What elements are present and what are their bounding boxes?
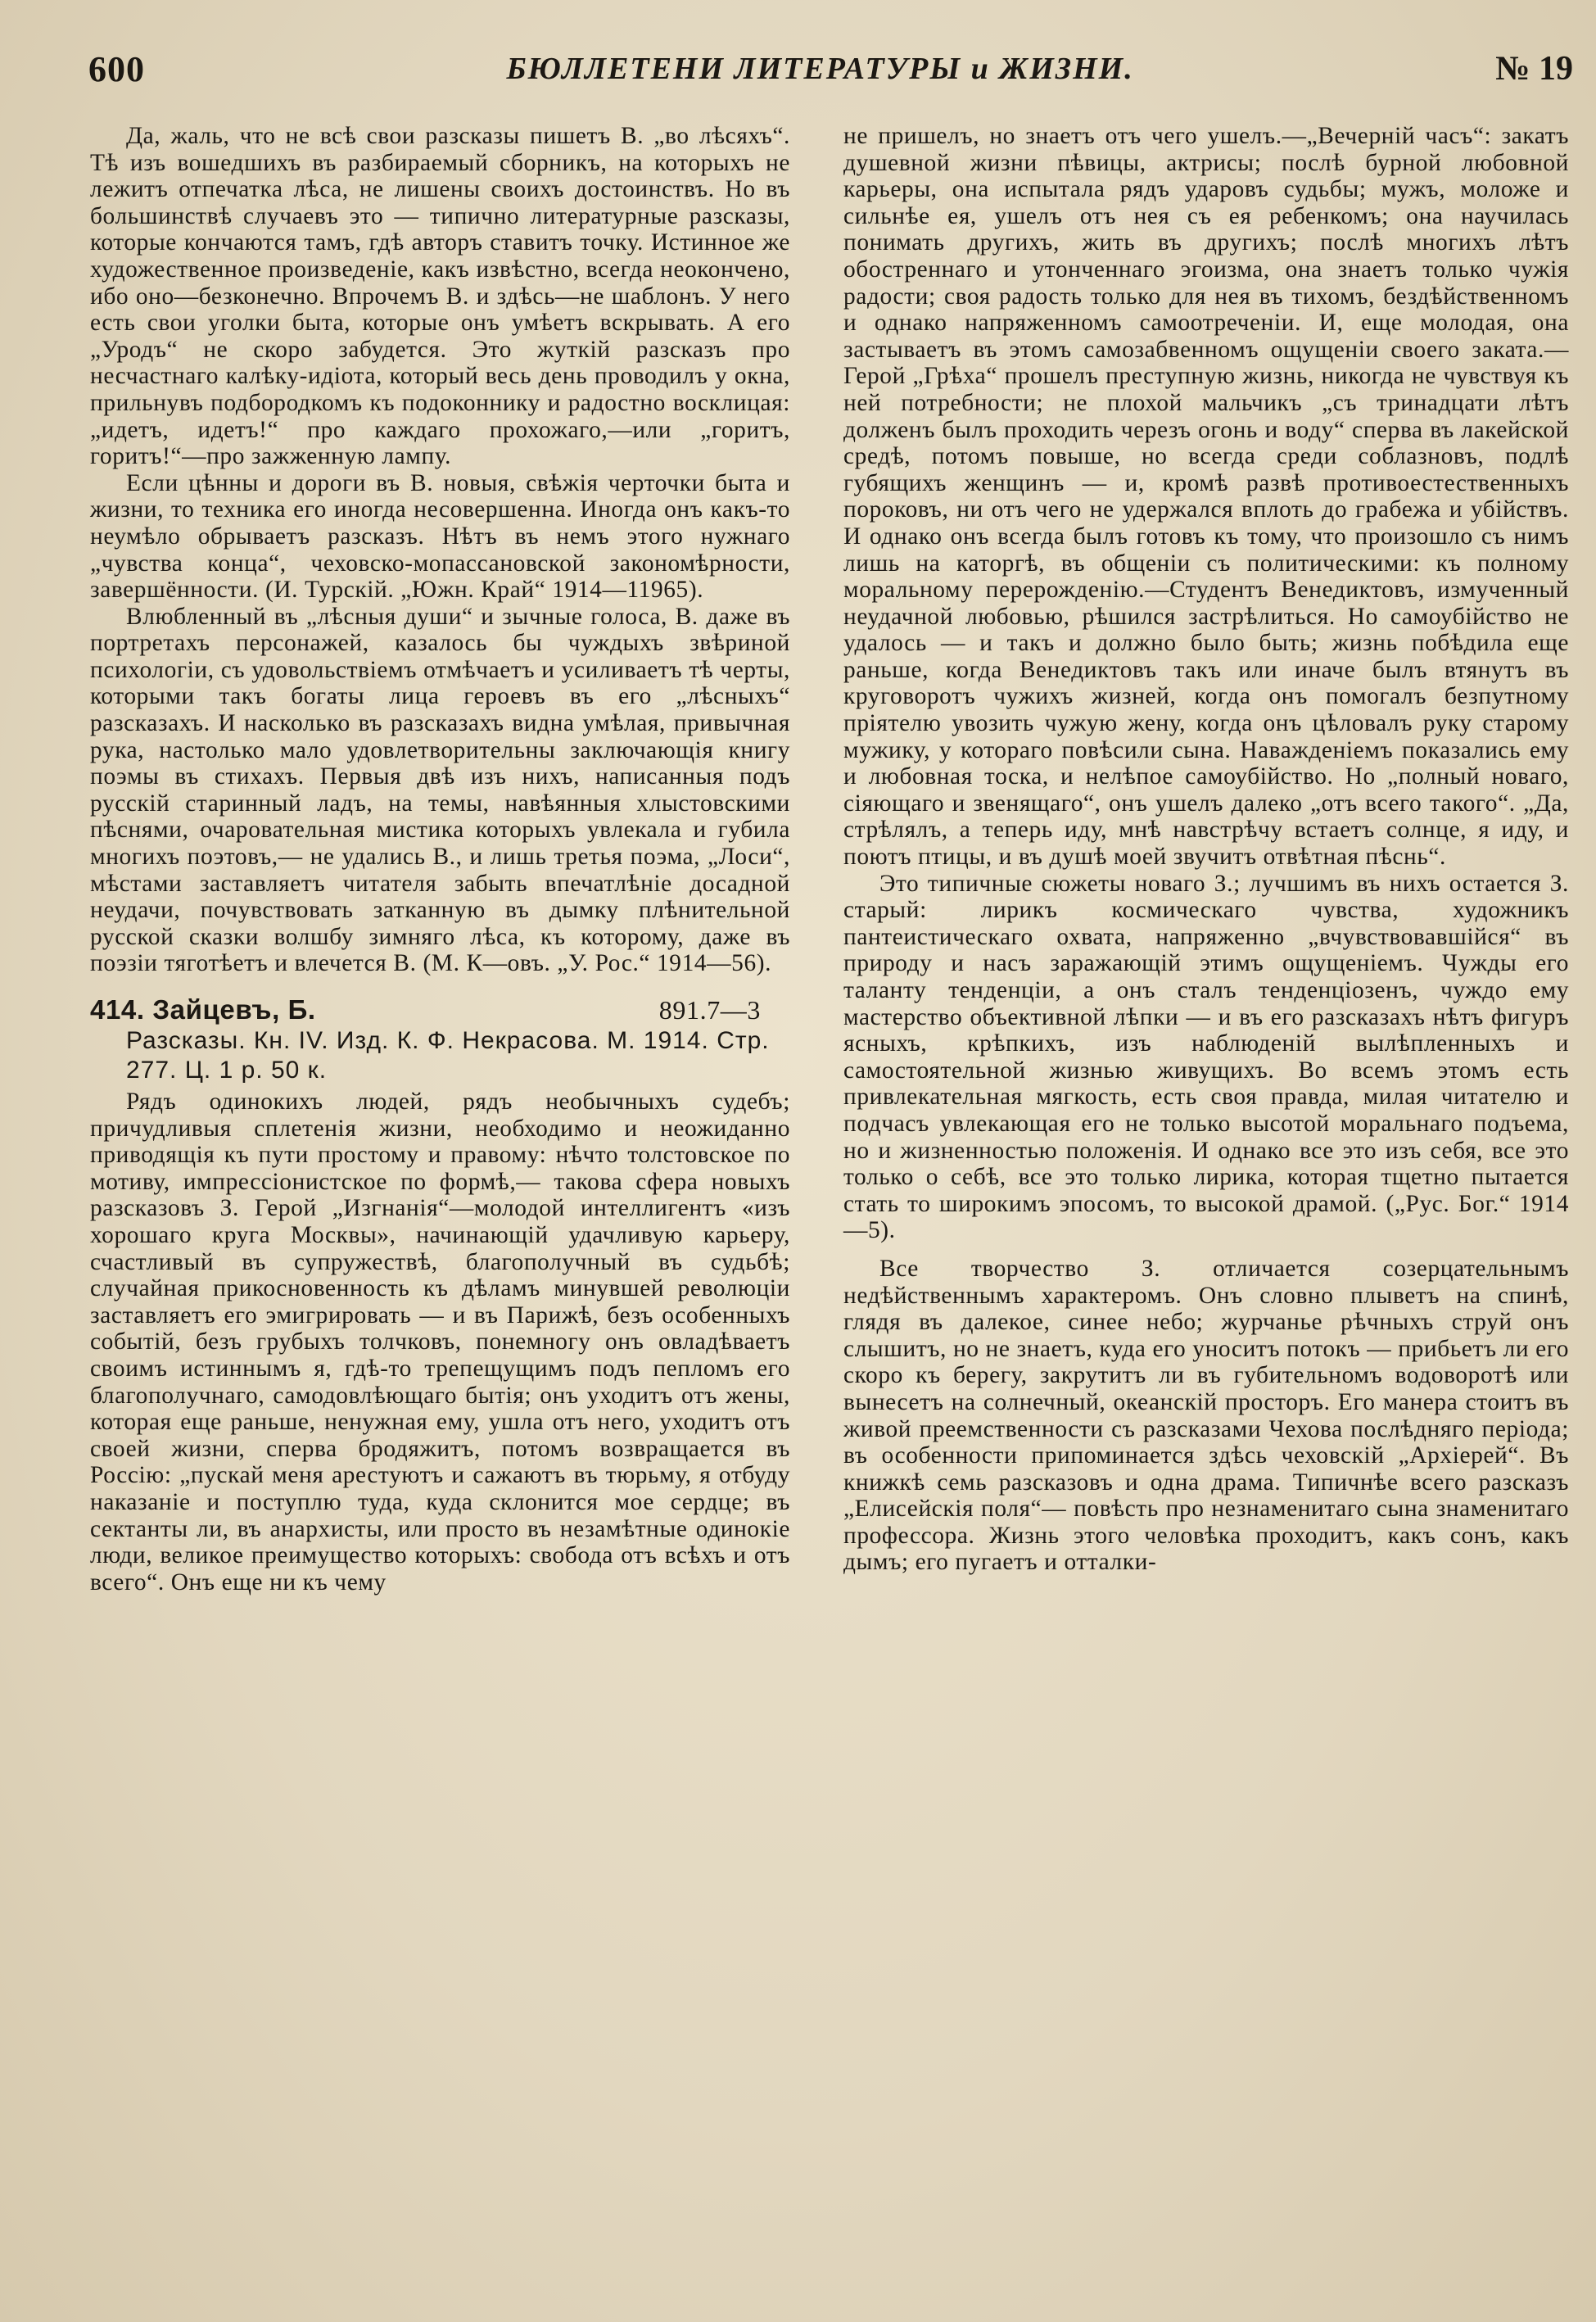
- journal-title: БЮЛЛЕТЕНИ ЛИТЕРАТУРЫ и ЖИЗНИ.: [506, 52, 1134, 86]
- left-column: [90, 123, 790, 1596]
- review-paragraph: Все творчество З. отличается созерцательнымъ недѣйственнымъ характеромъ. Онъ словно плыветъ на спинѣ, глядя въ далекое, синее небо; журчанье рѣчныхъ струй онъ слышитъ, но не знаетъ, куда его уноситъ потокъ — прибьетъ ли его скоро къ берегу, закрутитъ ли въ губительномъ водоворотѣ или вынесетъ на солнечный, океанскiй просторъ. Его манера стоитъ въ живой преемственности съ разсказами Чехова послѣдняго перiода; въ особенности припоминается здѣсь чеховскiй „Архiерей“. Въ книжкѣ семь разсказовъ и одна драма. Типичнѣе всего разсказъ „Елисейскiя поля“— повѣсть про незнаменитаго сына знаменитаго профессора. Жизнь этого человѣка проходитъ, какъ сонъ, какъ дымъ; его пугаетъ и отталки-: [843, 1255, 1569, 1576]
- entry-number-author: 414. Зайцевъ, Б.: [90, 994, 316, 1025]
- review-paragraph: Это типичные сюжеты новаго З.; лучшимъ въ нихъ остается З. старый: лирикъ космическаго чувства, художникъ пантеистическаго охвата, напряженно „вчувствовавшiйся“ въ природу и насъ заражающiй этимъ ощущенiемъ. Чужды его таланту тенденцiи, а онъ сталъ тенденцiозенъ, чуждо ему мастерство объективной лѣпки — и въ его разсказахъ нѣтъ фигуръ ясныхъ, крѣпкихъ, изъ наблюденiй вылѣпленныхъ и самостоятельной жизнью живущихъ. Во всемъ этомъ есть привлекательная мягкость, есть своя правда, милая читателю и подчасъ увлекающая его не только высотой моральнаго подъема, но и жизненностью положенiя. И однако все это изъ себя, все это только о себѣ, все это только лирика, которая тщетно пытается стать то широкимъ эпосомъ, то высокой драмой. („Рус. Бог.“ 1914—5).: [843, 870, 1569, 1244]
- review-paragraph: не пришелъ, но знаетъ отъ чего ушелъ.—„Вечернiй часъ“: закатъ душевной жизни пѣвицы, актрисы; послѣ бурной любовной карьеры, она испытала рядъ ударовъ судьбы; мужъ, моложе и сильнѣе ея, ушелъ отъ нея съ ея ребенкомъ; она научилась понимать другихъ, жить въ другихъ; послѣ многихъ лѣтъ обостреннаго и утонченнаго эгоизма, она знаетъ только чужiя радости; своя радость только для нея въ тихомъ, бездѣйственномъ и однако напряженномъ самоотреченiи. И, еще молодая, она застываетъ въ этомъ самозабвенномъ ощущенiи своего заката.— Герой „Грѣха“ прошелъ преступную жизнь, никогда не чувствуя къ ней потребности; не плохой мальчикъ „съ тринадцати лѣтъ долженъ былъ проходить черезъ огонь и воду“ сперва въ лакейской средѣ, потомъ повыше, но всегда среди соблазновъ, подлѣ губящихъ женщинъ — и, кромѣ развѣ противоестественныхъ пороковъ, ни отъ чего не удержался вплоть до грабежа и убiйствъ. И однако онъ всегда былъ готовъ къ тому, что произошло съ нимъ лишь на каторгѣ, въ общенiи съ политическими: къ полному моральному перерожденiю.—Студентъ Венедиктовъ, измученный неудачной любовью, рѣшился застрѣлиться. Но самоубiйство не удалось — и такъ и должно было быть; жизнь побѣдила еще раньше, когда Венедиктовъ такъ или иначе былъ втянутъ въ круговоротъ чужихъ жизней, когда онъ помогалъ безпутному прiятелю увозить чужую жену, когда онъ цѣловалъ руку старому мужику, у котораго повѣсили сына. Наважденiемъ показались ему и любовная тоска, и нелѣпое самоубiйство. Но „полный новаго, сiяющаго и звенящаго“, онъ ушелъ далеко „отъ всего такого“. „Да, стрѣлялъ, а теперь иду, мнѣ навстрѣчу встаетъ солнце, я иду, и поютъ птицы, и въ душѣ моей звучитъ отвѣтная пѣснь“.: [843, 123, 1569, 871]
- page-number: 600: [88, 48, 145, 89]
- right-column: [843, 123, 1569, 1576]
- running-header: [88, 39, 1573, 98]
- review-paragraph: Влюбленный въ „лѣсныя души“ и зычные голоса, В. даже въ портретахъ персонажей, казалось бы чуждыхъ звѣриной психологiи, съ удовольствiемъ отмѣчаетъ и усиливаетъ тѣ черты, которыми такъ богаты лица героевъ въ его „лѣсныхъ“ разсказахъ. И насколько въ разсказахъ видна умѣлая, привычная рука, настолько мало удовлетворительны заключающiя книгу поэмы въ стихахъ. Первыя двѣ изъ нихъ, написанныя подъ русскiй старинный ладъ, на темы, навѣянныя хлыстовскими пѣснями, очаровательная мистика которыхъ увлекала и губила многихъ поэтовъ,— не удались В., и лишь третья поэма, „Лоси“, мѣстами заставляетъ читателя забыть впечатлѣнiе досадной неудачи, почувствовать затканную въ дымку плѣнительной русской сказки волшбу зимняго лѣса, къ которому, даже въ поэзiи тяготѣетъ и влечется В. (М. К—овъ. „У. Рос.“ 1914—56).: [90, 603, 790, 977]
- bibliographic-description: Разсказы. Кн. IV. Изд. К. Ф. Некрасова. М. 1914. Стр. 277. Ц. 1 р. 50 к.: [126, 1027, 770, 1084]
- issue-number: № 19: [1495, 50, 1573, 88]
- entry-heading: [90, 994, 790, 1026]
- review-paragraph: Рядъ одинокихъ людей, рядъ необычныхъ судебъ; причудливыя сплетенiя жизни, необходимо и неожиданно приводящiя къ пути простому и правому: нѣчто толстовское по мотиву, импрессiонистское по формѣ,— такова сфера новыхъ разсказовъ З. Герой „Изгнанiя“—молодой интеллигентъ «изъ хорошаго круга Москвы», начинающiй удачливую карьеру, счастливый въ супружествѣ, благополучный въ судьбѣ; случайная прикосновенность къ дѣламъ минувшей революцiи заставляетъ его эмигрировать — и въ Парижѣ, безъ особенныхъ событiй, безъ грубыхъ толчковъ, понемногу онъ овладѣваетъ своимъ истиннымъ я, гдѣ-то трепещущимъ подъ пепломъ его благополучнаго, самодовлѣющаго бытiя; онъ уходитъ отъ жены, которая еще раньше, ненужная ему, ушла отъ него, уходитъ отъ своей жизни, сперва бродяжитъ, потомъ возвращается въ Россiю: „пускай меня арестуютъ и сажаютъ въ тюрьму, я отбуду наказанiе и поступлю туда, куда склонится мое сердце; въ сектанты ли, въ анархисты, или просто въ незамѣтные одинокiе люди, великое преимущество которыхъ: свобода отъ всѣхъ и отъ всего“. Онъ еще ни къ чему: [90, 1089, 790, 1596]
- classification-code: 891.7—3: [658, 995, 761, 1025]
- review-paragraph: Да, жаль, что не всѣ свои разсказы пишетъ В. „во лѣсяхъ“. Тѣ изъ вошедшихъ въ разбираемый сборникъ, на которыхъ не лежитъ отпечатка лѣса, не лишены своихъ достоинствъ. Но въ большинствѣ случаевъ это — типично литературные разсказы, которые кончаются тамъ, гдѣ авторъ ставитъ точку. Истинное же художественное произведенiе, какъ извѣстно, всегда неокончено, ибо оно—безконечно. Впрочемъ В. и здѣсь—не шаблонъ. У него есть свои уголки быта, которые онъ умѣетъ вскрывать. А его „Уродъ“ не скоро забудется. Это жуткiй разсказъ про несчастнаго калѣку-идiота, который весь день проводилъ у окна, прильнувъ подбородкомъ къ подоконнику и радостно восклицая: „идетъ, идетъ!“ про каждаго прохожаго,—или „горитъ, горитъ!“—про зажженную лампу.: [90, 123, 790, 470]
- review-paragraph: Если цѣнны и дороги въ В. новыя, свѣжiя черточки быта и жизни, то техника его иногда несовершенна. Иногда онъ какъ-то неумѣло обрываетъ разсказъ. Нѣтъ въ немъ этого нужнаго „чувства конца“, чеховско-мопассановской закономѣрности, завершённости. (И. Турскiй. „Южн. Край“ 1914—11965).: [90, 469, 790, 604]
